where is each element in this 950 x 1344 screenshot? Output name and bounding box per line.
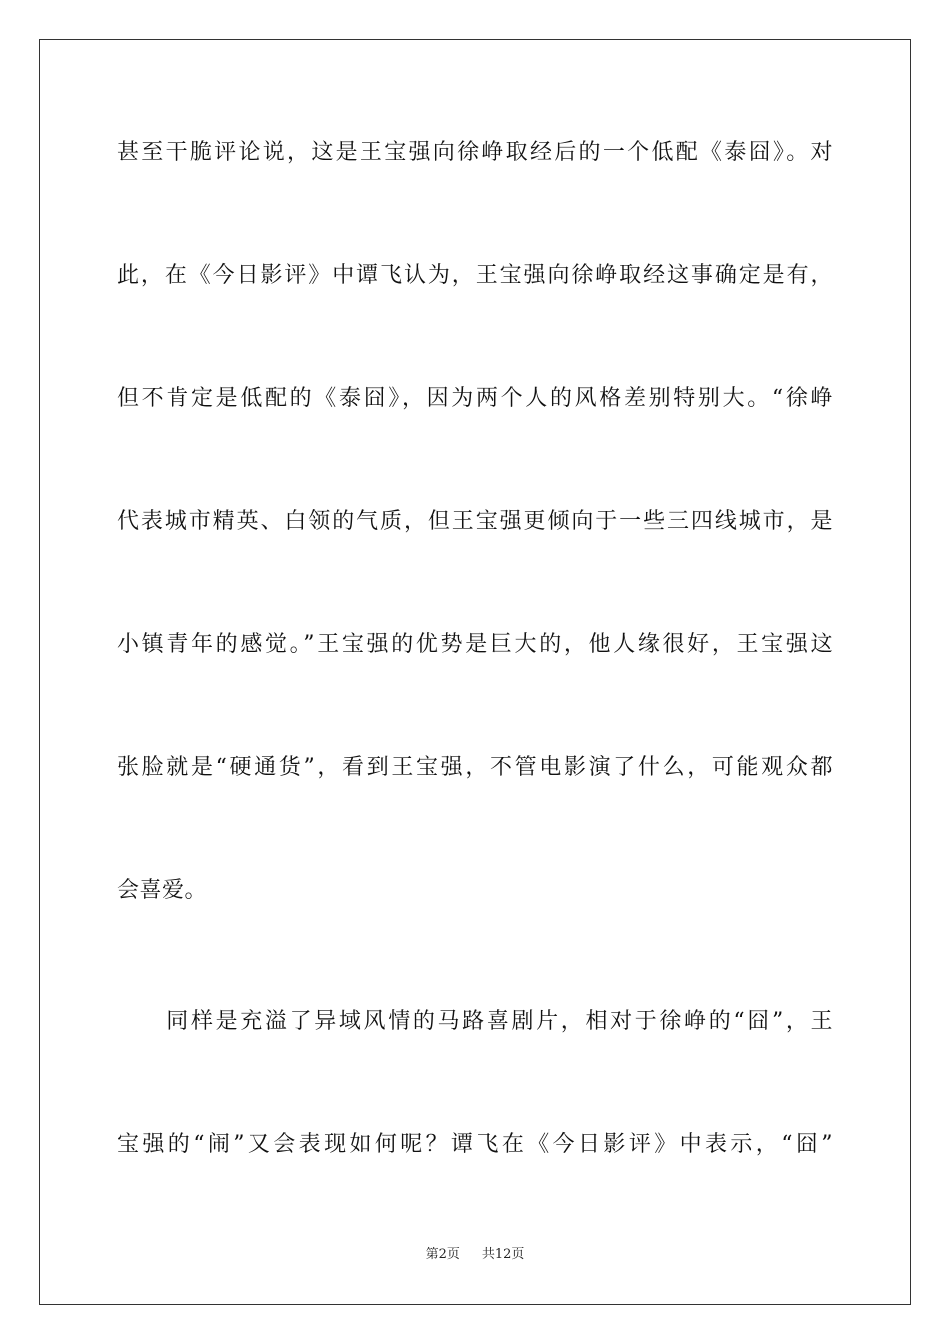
- paragraph-line-2: 此，在《今日影评》中谭飞认为，王宝强向徐峥取经这事确定是有，: [117, 263, 833, 288]
- paragraph-line-1: 甚至干脆评论说，这是王宝强向徐峥取经后的一个低配《泰囧》。对: [117, 140, 833, 165]
- paragraph-line-6: 张脸就是“硬通货”，看到王宝强，不管电影演了什么，可能观众都: [117, 755, 833, 780]
- page-number: 第2页: [425, 1247, 460, 1262]
- paragraph-line-3: 但不肯定是低配的《泰囧》，因为两个人的风格差别特别大。“徐峥: [117, 386, 833, 411]
- page-border: [39, 39, 911, 1305]
- page-footer: [0, 1247, 950, 1263]
- paragraph-line-4: 代表城市精英、白领的气质，但王宝强更倾向于一些三四线城市，是: [117, 509, 833, 534]
- paragraph-line-8: 同样是充溢了异域风情的马路喜剧片，相对于徐峥的“囧”，王: [117, 1009, 833, 1034]
- paragraph-line-5: 小镇青年的感觉。”王宝强的优势是巨大的，他人缘很好，王宝强这: [117, 632, 833, 657]
- paragraph-line-9: 宝强的“闹”又会表现如何呢？谭飞在《今日影评》中表示，“囧”: [117, 1132, 833, 1157]
- total-pages: 共12页: [481, 1247, 525, 1262]
- paragraph-line-7: 会喜爱。: [117, 878, 208, 903]
